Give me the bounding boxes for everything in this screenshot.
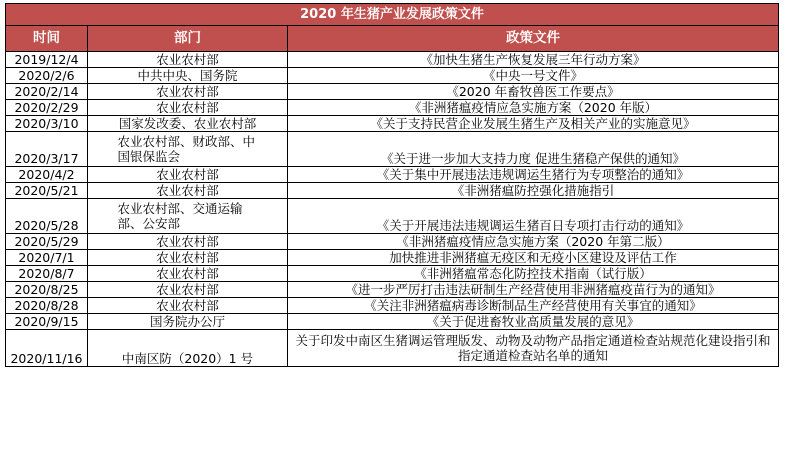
row-dept: 农业农村部 — [88, 282, 288, 298]
row-dept: 农业农村部 — [88, 84, 288, 100]
table-row — [6, 250, 779, 266]
row-dept: 农业农村部 — [88, 183, 288, 199]
row-policy: 《非洲猪瘟防控强化措施指引 — [288, 183, 779, 199]
table-row — [6, 183, 779, 199]
table-row — [6, 199, 779, 234]
table-title: 2020 年生猪产业发展政策文件 — [6, 4, 779, 26]
policy-table — [5, 3, 779, 367]
row-date: 2020/3/17 — [6, 132, 88, 167]
row-date: 2020/4/2 — [6, 167, 88, 183]
row-dept: 中共中央、国务院 — [88, 68, 288, 84]
table-row — [6, 68, 779, 84]
row-date: 2020/2/14 — [6, 84, 88, 100]
row-date: 2020/7/1 — [6, 250, 88, 266]
row-dept: 农业农村部 — [88, 298, 288, 314]
row-date: 2020/9/15 — [6, 314, 88, 330]
row-policy: 加快推进非洲猪瘟无疫区和无疫小区建设及评估工作 — [288, 250, 779, 266]
table-row — [6, 298, 779, 314]
row-dept-text: 农业农村部、交通运输部、公安部 — [117, 201, 243, 231]
row-policy: 《关于开展违法违规调运生猪百日专项打击行动的通知》 — [288, 199, 779, 234]
row-date: 2020/5/28 — [6, 199, 88, 234]
row-policy: 《非洲猪瘟疫情应急实施方案（2020 年第二版） — [288, 234, 779, 250]
row-policy: 《进一步严厉打击违法研制生产经营使用非洲猪瘟疫苗行为的通知》 — [288, 282, 779, 298]
row-date: 2020/2/6 — [6, 68, 88, 84]
table-row — [6, 167, 779, 183]
policy-table-container — [5, 3, 779, 367]
header-date: 时间 — [6, 26, 88, 52]
row-policy: 《非洲猪瘟常态化防控技术指南（试行版） — [288, 266, 779, 282]
table-row — [6, 100, 779, 116]
row-policy: 《2020 年畜牧兽医工作要点》 — [288, 84, 779, 100]
row-policy: 关于印发中南区生猪调运管理版发、动物及动物产品指定通道检查站规范化建设指引和指定通道检查站名单的通知 — [288, 330, 779, 367]
header-policy: 政策文件 — [288, 26, 779, 52]
row-dept — [88, 199, 288, 234]
row-dept: 农业农村部 — [88, 250, 288, 266]
row-dept: 农业农村部 — [88, 167, 288, 183]
row-policy: 《加快生猪生产恢复发展三年行动方案》 — [288, 52, 779, 68]
header-row — [6, 26, 779, 52]
table-row — [6, 234, 779, 250]
row-dept — [88, 132, 288, 167]
table-row — [6, 266, 779, 282]
row-dept-text: 农业农村部、财政部、中国银保监会 — [117, 134, 256, 164]
row-dept: 农业农村部 — [88, 234, 288, 250]
row-date: 2020/2/29 — [6, 100, 88, 116]
row-policy: 《关于进一步加大支持力度 促进生猪稳产保供的通知》 — [288, 132, 779, 167]
table-row — [6, 84, 779, 100]
table-row — [6, 330, 779, 367]
table-row — [6, 116, 779, 132]
row-date: 2019/12/4 — [6, 52, 88, 68]
title-row — [6, 4, 779, 26]
row-date: 2020/8/25 — [6, 282, 88, 298]
row-policy: 《关于促进畜牧业高质量发展的意见》 — [288, 314, 779, 330]
header-dept: 部门 — [88, 26, 288, 52]
row-policy: 《中央一号文件》 — [288, 68, 779, 84]
table-row — [6, 282, 779, 298]
table-row — [6, 52, 779, 68]
row-dept: 农业农村部 — [88, 100, 288, 116]
row-policy: 《非洲猪瘟疫情应急实施方案（2020 年版） — [288, 100, 779, 116]
row-policy: 《关注非洲猪瘟病毒诊断制品生产经营使用有关事宜的通知》 — [288, 298, 779, 314]
row-policy: 《关于集中开展违法违规调运生猪行为专项整治的通知》 — [288, 167, 779, 183]
row-date: 2020/5/29 — [6, 234, 88, 250]
row-date: 2020/8/28 — [6, 298, 88, 314]
row-date: 2020/8/7 — [6, 266, 88, 282]
row-policy: 《关于支持民营企业发展生猪生产及相关产业的实施意见》 — [288, 116, 779, 132]
row-date: 2020/5/21 — [6, 183, 88, 199]
row-dept: 国家发改委、农业农村部 — [88, 116, 288, 132]
row-dept: 国务院办公厅 — [88, 314, 288, 330]
row-date: 2020/3/10 — [6, 116, 88, 132]
table-row — [6, 314, 779, 330]
row-dept: 农业农村部 — [88, 266, 288, 282]
row-dept: 中南区防（2020）1 号 — [88, 330, 288, 367]
row-dept: 农业农村部 — [88, 52, 288, 68]
table-row — [6, 132, 779, 167]
row-date: 2020/11/16 — [6, 330, 88, 367]
